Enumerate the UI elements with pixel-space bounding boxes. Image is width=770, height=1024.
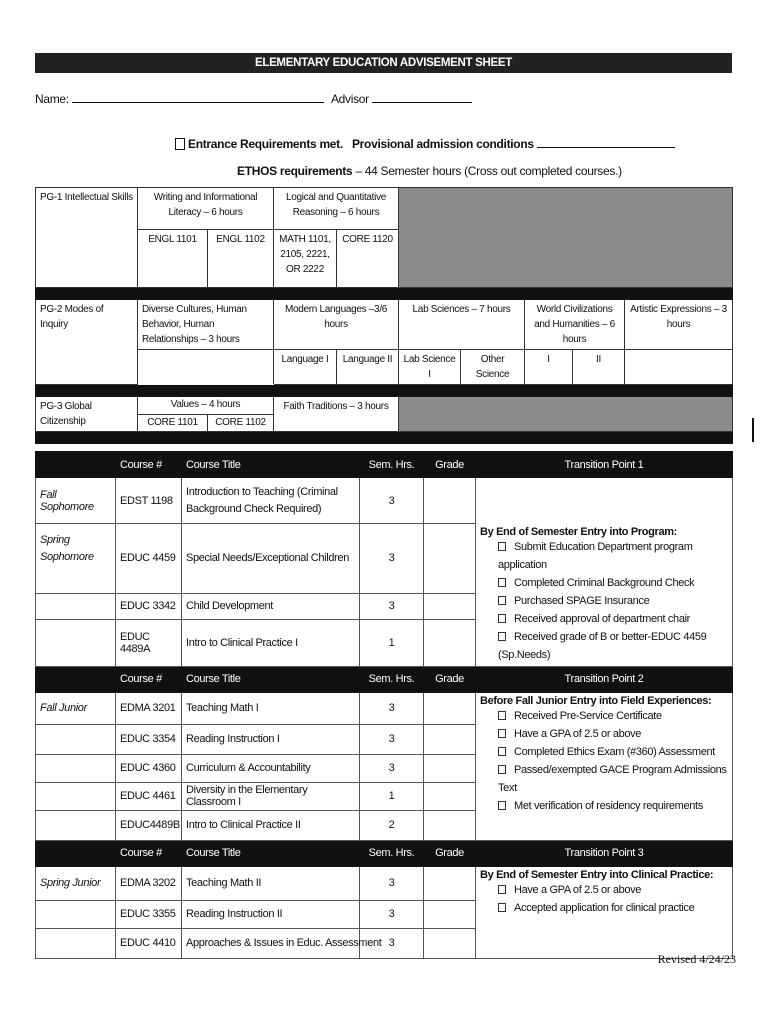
grade-cell[interactable] [424, 928, 476, 958]
course-title: Approaches & Issues in Educ. Assessment [182, 928, 360, 958]
course-title: Reading Instruction II [182, 900, 360, 928]
tp3-box [476, 866, 733, 958]
checkbox-icon[interactable] [498, 885, 506, 894]
tp1-heading: By End of Semester Entry into Program: [480, 525, 677, 538]
pg2-lab: Lab Sciences – 7 hours [399, 300, 525, 350]
header-grade: Grade [424, 666, 476, 692]
course-hours: 3 [360, 754, 424, 782]
header-grade: Grade [424, 452, 476, 478]
term-blank [36, 810, 116, 840]
grade-cell[interactable] [424, 593, 476, 619]
grade-cell[interactable] [424, 754, 476, 782]
pg1-math[interactable]: MATH 1101, 2105, 2221, OR 2222 [274, 230, 337, 288]
tp2-box [476, 692, 733, 840]
term-label: Spring Sophomore [36, 524, 116, 594]
course-hours: 2 [360, 810, 424, 840]
grade-cell[interactable] [424, 724, 476, 754]
course-hours: 3 [360, 928, 424, 958]
course-title: Special Needs/Exceptional Children [182, 524, 360, 594]
grade-cell[interactable] [424, 810, 476, 840]
pg3-core1102[interactable]: CORE 1102 [208, 414, 274, 432]
pg2-artistic-blank [625, 350, 733, 385]
course-hours: 1 [360, 619, 424, 666]
pg2-language1[interactable]: Language I [274, 350, 337, 385]
name-field[interactable] [72, 91, 324, 103]
checkbox-icon[interactable] [498, 711, 506, 720]
term-blank [36, 782, 116, 810]
course-number: EDUC 4461 [116, 782, 182, 810]
term-blank [36, 593, 116, 619]
separator-bar [36, 432, 733, 444]
course-hours: 1 [360, 782, 424, 810]
course-hours: 3 [360, 692, 424, 724]
entrance-met-checkbox[interactable] [175, 138, 185, 150]
header-course: Course # [116, 666, 182, 692]
term-label: Fall Junior [36, 692, 116, 724]
pg2-languages: Modern Languages –3/6 hours [274, 300, 399, 350]
name-label: Name: [35, 92, 69, 106]
header-course: Course # [116, 452, 182, 478]
course-number: EDST 1198 [116, 478, 182, 524]
document-title: ELEMENTARY EDUCATION ADVISEMENT SHEET [35, 53, 732, 73]
pg2-labscience[interactable]: Lab Science I [399, 350, 461, 385]
term-label: Spring Junior [36, 866, 116, 900]
header-title: Course Title [182, 840, 360, 866]
pg1-core1120[interactable]: CORE 1120 [337, 230, 399, 288]
term-blank [36, 900, 116, 928]
course-number: EDUC 3354 [116, 724, 182, 754]
pg2-world-2[interactable]: II [573, 350, 625, 385]
course-title: Intro to Clinical Practice I [182, 619, 360, 666]
tp1-item: Received approval of department chair [480, 610, 728, 628]
grade-cell[interactable] [424, 619, 476, 666]
checkbox-icon[interactable] [498, 747, 506, 756]
separator-bar [36, 385, 733, 397]
pg1-label: PG-1 Intellectual Skills [36, 188, 138, 288]
term-blank [36, 619, 116, 666]
pg2-world: World Civilizations and Humanities – 6 hours [525, 300, 625, 350]
course-number: EDMA 3202 [116, 866, 182, 900]
term-blank [36, 754, 116, 782]
header-hrs: Sem. Hrs. [360, 452, 424, 478]
grade-cell[interactable] [424, 524, 476, 594]
course-number: EDUC 4410 [116, 928, 182, 958]
checkbox-icon[interactable] [498, 801, 506, 810]
advisor-label: Advisor [330, 92, 369, 106]
course-title: Reading Instruction I [182, 724, 360, 754]
course-hours: 3 [360, 724, 424, 754]
course-table [35, 451, 733, 959]
header-hrs: Sem. Hrs. [360, 840, 424, 866]
tp1-item: Received grade of B or better-EDUC 4459 (Sp.Needs) [498, 630, 707, 661]
header-hrs: Sem. Hrs. [360, 666, 424, 692]
pg1-logical: Logical and Quantitative Reasoning – 6 hours [274, 188, 399, 230]
tp3-item: Have a GPA of 2.5 or above [480, 881, 728, 899]
separator-bar [36, 288, 733, 300]
pg1-writing: Writing and Informational Literacy – 6 hours [138, 188, 274, 230]
pg1-engl1101[interactable]: ENGL 1101 [138, 230, 208, 288]
entrance-row [175, 136, 675, 151]
checkbox-icon[interactable] [498, 542, 506, 551]
ethos-heading-rest: – 44 Semester hours (Cross out completed courses.) [352, 164, 622, 178]
tp3-label: Transition Point 3 [476, 840, 733, 866]
pg1-grey-block [399, 188, 733, 288]
course-title: Intro to Clinical Practice II [182, 810, 360, 840]
grade-cell[interactable] [424, 692, 476, 724]
pg2-world-1[interactable]: I [525, 350, 573, 385]
course-hours: 3 [360, 866, 424, 900]
tp2-label: Transition Point 2 [476, 666, 733, 692]
header-title: Course Title [182, 452, 360, 478]
tp2-item: Have a GPA of 2.5 or above [480, 725, 728, 743]
ethos-table [35, 187, 733, 444]
course-title: Teaching Math II [182, 866, 360, 900]
course-title: Teaching Math I [182, 692, 360, 724]
ethos-heading-bold: ETHOS requirements [237, 164, 353, 178]
pg2-otherscience[interactable]: Other Science [461, 350, 525, 385]
tp1-item: Completed Criminal Background Check [480, 574, 728, 592]
course-number: EDMA 3201 [116, 692, 182, 724]
term-label: Fall Sophomore [36, 478, 116, 524]
course-number: EDUC4489B [116, 810, 182, 840]
provisional-field[interactable] [537, 136, 675, 148]
tp3-heading: By End of Semester Entry into Clinical Practice: [480, 868, 714, 881]
pg3-label: PG-3 Global Citizenship [36, 397, 138, 432]
pg3-faith: Faith Traditions – 3 hours [274, 397, 399, 432]
tp2-item: Passed/exempted GACE Program Admissions Text [498, 763, 727, 794]
course-hours: 3 [360, 524, 424, 594]
course-number: EDUC 4459 [116, 524, 182, 594]
tp1-label: Transition Point 1 [476, 452, 733, 478]
advisor-field[interactable] [372, 91, 472, 103]
header-course: Course # [116, 840, 182, 866]
term-blank [36, 928, 116, 958]
checkbox-icon[interactable] [498, 765, 506, 774]
course-number: EDUC 3355 [116, 900, 182, 928]
pg2-blank [138, 350, 274, 385]
header-grade: Grade [424, 840, 476, 866]
course-number: EDUC 4489A [116, 619, 182, 666]
pg2-language2[interactable]: Language II [337, 350, 399, 385]
tp3-item: Accepted application for clinical practice [480, 899, 728, 917]
tp2-item: Completed Ethics Exam (#360) Assessment [480, 743, 728, 761]
header-title: Course Title [182, 666, 360, 692]
tp1-box [476, 524, 733, 667]
checkbox-icon[interactable] [498, 578, 506, 587]
pg3-grey-block [399, 397, 733, 432]
name-row [35, 91, 472, 106]
revised-date: Revised 4/24/23 [657, 952, 736, 966]
course-hours: 3 [360, 900, 424, 928]
checkbox-icon[interactable] [498, 596, 506, 605]
course-title: Introduction to Teaching (Criminal Background Check Required) [182, 478, 360, 524]
course-hours: 3 [360, 593, 424, 619]
margin-mark [752, 418, 754, 442]
ethos-heading [237, 164, 622, 178]
course-title: Diversity in the Elementary Classroom I [182, 782, 360, 810]
tp2-item: Met verification of residency requirements [480, 797, 728, 815]
grade-cell[interactable] [424, 866, 476, 900]
tp1-item: Purchased SPAGE Insurance [480, 592, 728, 610]
checkbox-icon[interactable] [498, 632, 506, 641]
term-blank [36, 724, 116, 754]
pg2-artistic: Artistic Expressions – 3 hours [625, 300, 733, 350]
tp1-item: Submit Education Department program application [498, 540, 693, 571]
tp1-top-blank [476, 478, 733, 524]
provisional-label: Provisional admission conditions [351, 137, 534, 151]
course-title: Curriculum & Accountability [182, 754, 360, 782]
pg1-engl1102[interactable]: ENGL 1102 [208, 230, 274, 288]
course-hours: 3 [360, 478, 424, 524]
course-number: EDUC 3342 [116, 593, 182, 619]
grade-cell[interactable] [424, 478, 476, 524]
pg2-diverse: Diverse Cultures, Human Behavior, Human Relationships – 3 hours [138, 300, 274, 350]
course-title: Child Development [182, 593, 360, 619]
pg3-core1101[interactable]: CORE 1101 [138, 414, 208, 432]
tp2-heading: Before Fall Junior Entry into Field Experiences: [480, 694, 712, 707]
pg2-label: PG-2 Modes of Inquiry [36, 300, 138, 385]
tp2-item: Received Pre-Service Certificate [480, 707, 728, 725]
checkbox-icon[interactable] [498, 614, 506, 623]
entrance-met-label: Entrance Requirements met. [188, 137, 343, 151]
pg3-values: Values – 4 hours [138, 397, 274, 415]
grade-cell[interactable] [424, 900, 476, 928]
checkbox-icon[interactable] [498, 729, 506, 738]
grade-cell[interactable] [424, 782, 476, 810]
course-number: EDUC 4360 [116, 754, 182, 782]
checkbox-icon[interactable] [498, 903, 506, 912]
